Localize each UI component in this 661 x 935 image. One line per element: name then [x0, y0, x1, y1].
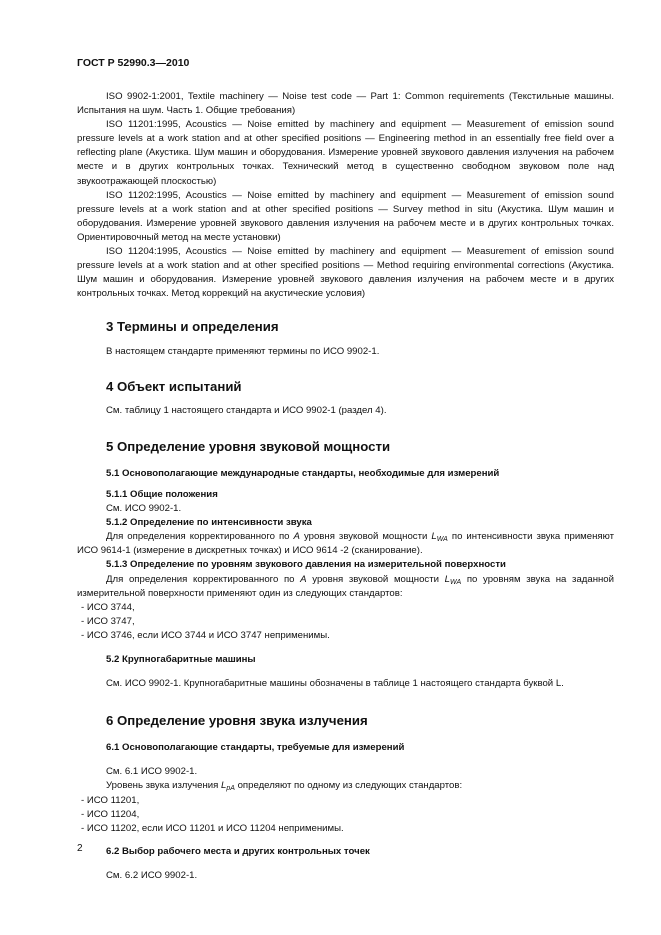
subsection-5-1-1-title: 5.1.1 Общие положения [106, 488, 218, 500]
standards-list-6-1 [77, 794, 614, 836]
list-item: - ИСО 11202, если ИСО 11201 и ИСО 11204 неприменимы. [81, 822, 344, 834]
subsection-5-1-1-text: См. ИСО 9902-1. [106, 503, 182, 515]
list-item: - ИСО 11201, [81, 794, 140, 806]
subsection-5-2-text: См. ИСО 9902-1. Крупногабаритные машины обозначены в таблице 1 настоящего стандарта буквой L. [106, 678, 564, 690]
reference-iso-11201: ISO 11201:1995, Acoustics — Noise emitted by machinery and equipment — Measurement of emission sound pressure levels at a work station and at other specified positions — Engineering method in an essentially free field over a reflecting plane (Акустика. Шум машин и оборудования. Измерение уровней звукового давления излучения на рабочем месте и в других контрольных точках. Технический метод в существенно свободном звуковом поле над звукоотражающей плоскостью) [77, 119, 614, 187]
list-item: - ИСО 3744, [81, 601, 135, 613]
subsection-5-2-title: 5.2 Крупногабаритные машины [106, 654, 256, 665]
subsection-6-1-text: См. 6.1 ИСО 9902-1. [106, 766, 198, 778]
document-body [77, 90, 614, 883]
list-item: - ИСО 3746, если ИСО 3744 и ИСО 3747 неприменимы. [81, 629, 330, 641]
section-5-title: 5 Определение уровня звуковой мощности [106, 438, 391, 454]
section-4-text: См. таблицу 1 настоящего стандарта и ИСО 9902-1 (раздел 4). [106, 404, 387, 416]
page-number: 2 [77, 843, 83, 854]
reference-iso-9902-1: ISO 9902-1:2001, Textile machinery — Noise test code — Part 1: Common requirements (Текстильные машины. Испытания на шум. Часть 1. Общие требования) [77, 91, 614, 117]
subsection-5-1-2-title: 5.1.2 Определение по интенсивности звука [106, 517, 312, 529]
subsection-5-1-3-title: 5.1.3 Определение по уровням звукового давления на измерительной поверхности [106, 559, 506, 571]
reference-iso-11204: ISO 11204:1995, Acoustics — Noise emitted by machinery and equipment — Measurement of emission sound pressure levels at a work station and at other specified positions — Method requiring environmental corrections (Акустика. Шум машин и оборудования. Измерение уровней звукового давления излучения на рабочем месте и в других контрольных точках. Метод коррекций на акустические условия) [77, 246, 614, 300]
section-3-text: В настоящем стандарте применяют термины по ИСО 9902-1. [106, 345, 380, 357]
section-6-title: 6 Определение уровня звука излучения [106, 713, 368, 729]
page-header: ГОСТ Р 52990.3—2010 [77, 57, 190, 69]
subsection-5-1-3-text: Для определения корректированного по A уровня звуковой мощности $L_{WA}$ по уровням звука на заданной измерительной поверхности применяют один из следующих стандартов: [77, 573, 614, 599]
subsection-6-1-level-text: Уровень звука излучения $L_{pA}$ определяют по одному из следующих стандартов: [106, 780, 463, 793]
section-4-title: 4 Объект испытаний [106, 378, 242, 394]
subsection-6-1-title: 6.1 Основополагающие стандарты, требуемые для измерений [106, 742, 405, 754]
subsection-5-1-2-text: Для определения корректированного по A уровня звуковой мощности $L_{WA}$ по интенсивности звука применяют ИСО 9614-1 (измерение в дискретных точках) и ИСО 9614 -2 (сканирование). [77, 531, 614, 557]
list-item: - ИСО 3747, [81, 615, 135, 627]
section-3-title: 3 Термины и определения [106, 319, 279, 335]
subsection-5-1-title: 5.1 Основополагающие международные стандарты, необходимые для измерений [106, 467, 500, 479]
normative-references [77, 90, 614, 301]
subsection-6-2-title: 6.2 Выбор рабочего места и других контрольных точек [106, 845, 370, 857]
subsection-6-2-text: См. 6.2 ИСО 9902-1. [106, 869, 198, 881]
standards-list-5-1-3 [77, 601, 614, 643]
reference-iso-11202: ISO 11202:1995, Acoustics — Noise emitted by machinery and equipment — Measurement of emission sound pressure levels at a work station and at other specified positions — Survey method in situ (Акустика. Шум машин и оборудования. Измерение уровней звукового давления излучения на рабочем месте и в других контрольных точках. Ориентировочный метод на месте установки) [77, 189, 614, 243]
list-item: - ИСО 11204, [81, 808, 140, 820]
